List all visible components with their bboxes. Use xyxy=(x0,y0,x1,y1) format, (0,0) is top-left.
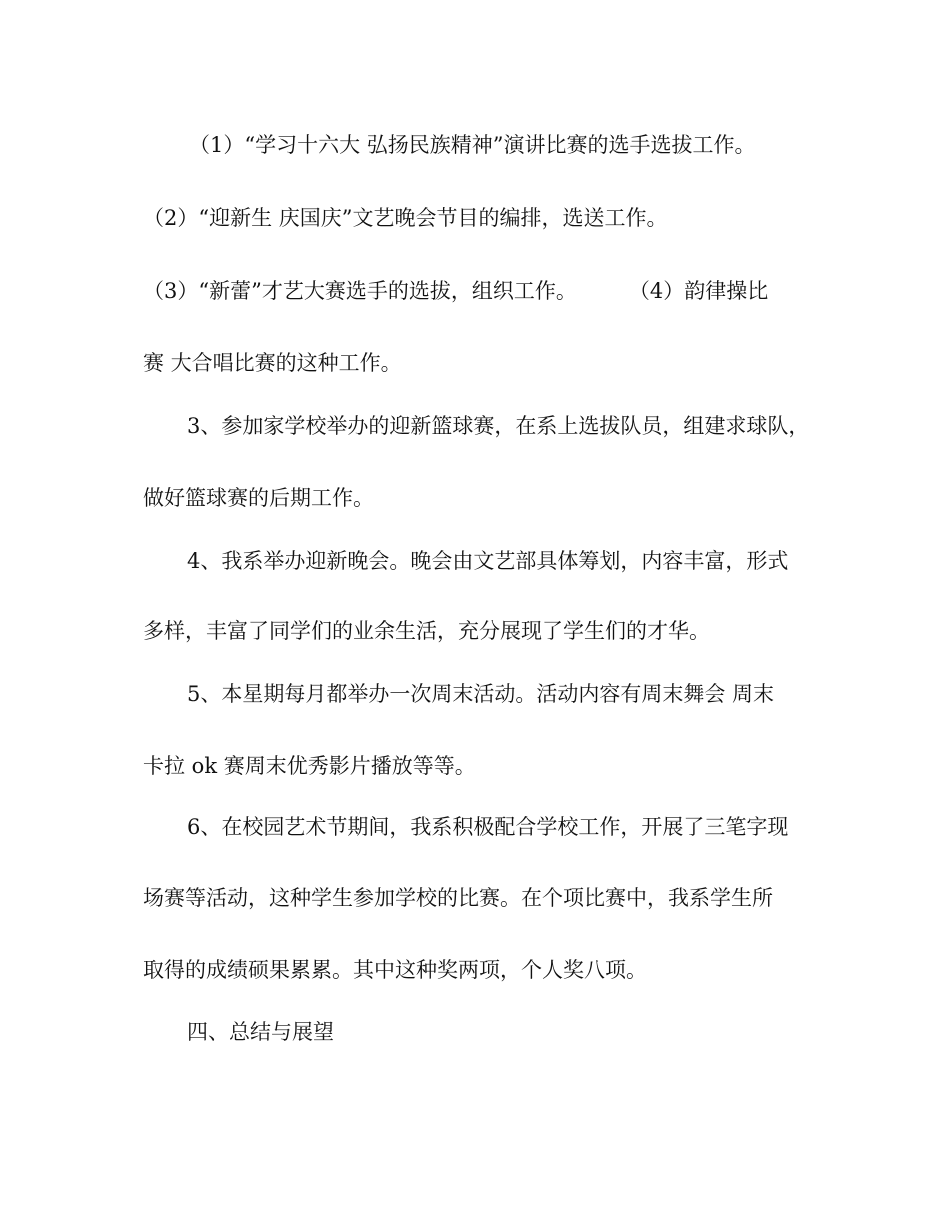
paragraph-line: 4、我系举办迎新晚会。晚会由文艺部具体筹划，内容丰富，形式 xyxy=(187,549,789,573)
paragraph-line-segment: （4）韵律操比 xyxy=(628,279,769,303)
section-heading: 四、总结与展望 xyxy=(187,1020,334,1044)
paragraph-line: （1）“学习十六大 弘扬民族精神”演讲比赛的选手选拔工作。 xyxy=(189,133,756,157)
paragraph-line: 场赛等活动，这种学生参加学校的比赛。在个项比赛中，我系学生所 xyxy=(143,886,773,910)
paragraph-line: 5、本星期每月都举办一次周末活动。活动内容有周末舞会 周末 xyxy=(187,682,775,706)
paragraph-line: 做好篮球赛的后期工作。 xyxy=(143,486,374,510)
paragraph-line: 6、在校园艺术节期间，我系积极配合学校工作，开展了三笔字现 xyxy=(187,815,789,839)
paragraph-line: 取得的成绩硕果累累。其中这种奖两项，个人奖八项。 xyxy=(143,958,647,982)
paragraph-line: 赛 大合唱比赛的这种工作。 xyxy=(143,351,402,375)
paragraph-line: （2）“迎新生 庆国庆”文艺晚会节目的编排，选送工作。 xyxy=(143,206,668,230)
paragraph-line: 卡拉 ok 赛周末优秀影片播放等等。 xyxy=(143,754,476,778)
paragraph-line: 3、参加家学校举办的迎新篮球赛，在系上选拔队员，组建求球队， xyxy=(187,414,810,438)
paragraph-line-segment: （3）“新蕾”才艺大赛选手的选拔，组织工作。 xyxy=(143,279,577,303)
paragraph-line: 多样，丰富了同学们的业余生活，充分展现了学生们的才华。 xyxy=(143,619,710,643)
paragraph-line xyxy=(143,281,768,302)
